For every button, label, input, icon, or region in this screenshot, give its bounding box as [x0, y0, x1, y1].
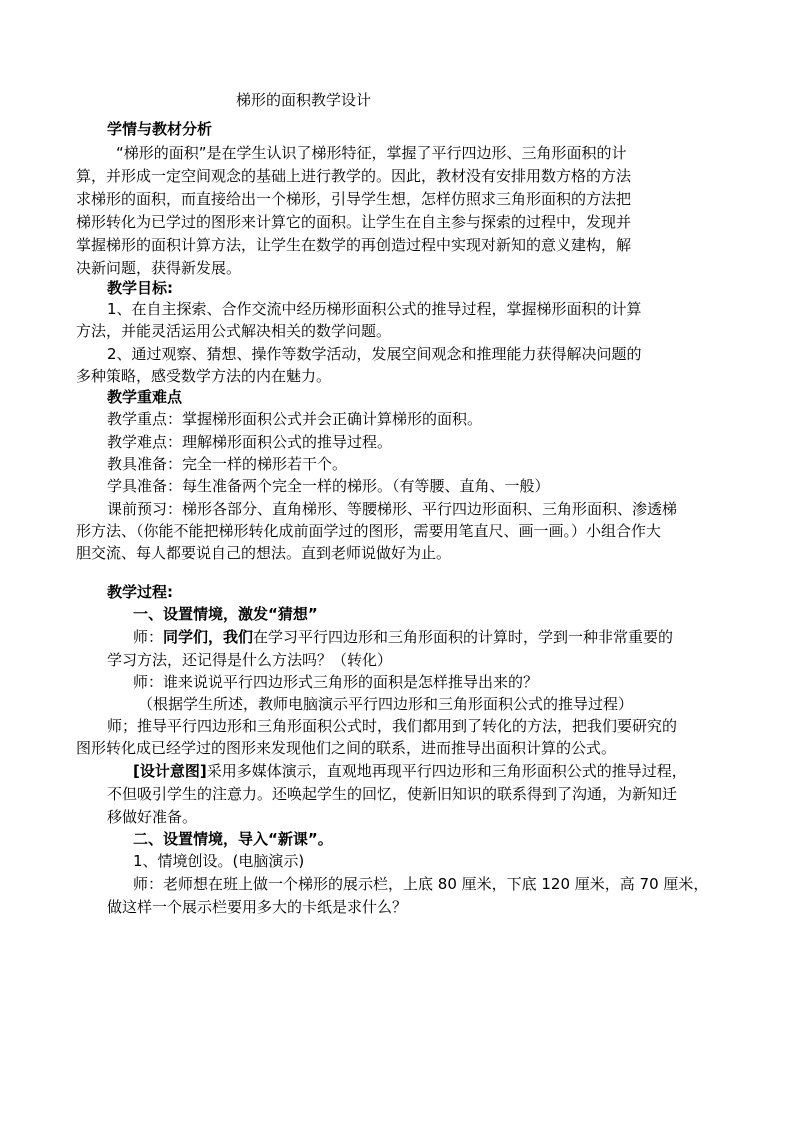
paragraph-line: 教学难点：理解梯形面积公式的推导过程。: [107, 433, 393, 451]
paragraph-line: 方法，并能灵活运用公式解决相关的数学问题。: [76, 322, 392, 340]
paragraph-line: 学具准备：每生准备两个完全一样的梯形。（有等腰、直角、一般）: [107, 477, 550, 495]
design-intent-label: [设计意图]: [133, 762, 207, 780]
paragraph-line: 课前预习：梯形各部分、直角梯形、等腰梯形、平行四边形面积、三角形面积、渗透梯: [107, 500, 678, 518]
paragraph-line: 图形转化成已经学过的图形来发现他们之间的联系，进而推导出面积计算的公式。: [76, 739, 617, 757]
section-heading-analysis: 学情与教材分析: [107, 120, 213, 138]
document-title: 梯形的面积教学设计: [236, 91, 372, 109]
paragraph-text: 在学习平行四边形和三角形面积的计算时，学到一种非常重要的: [253, 628, 674, 646]
paragraph-line: 形方法、（你能不能把梯形转化成前面学过的图形，需要用笔直尺、画一画。）小组合作大: [76, 522, 662, 540]
paragraph-line: （根据学生所述，教师电脑演示平行四边形和三角形面积公式的推导过程）: [138, 695, 634, 713]
section-heading-process: 教学过程:: [107, 583, 173, 601]
paragraph-line: 移做好准备。: [107, 808, 198, 826]
paragraph-line: 不但吸引学生的注意力。还唤起学生的回忆，使新旧知识的联系得到了沟通，为新知迁: [107, 785, 678, 803]
paragraph-line: [133, 625, 673, 649]
paragraph-line: 多种策略，感受数学方法的内在魅力。: [76, 367, 332, 385]
paragraph-line: [133, 759, 687, 783]
emphasis-text: 同学们，我们: [163, 628, 254, 646]
paragraph-line: 师：谁来说说平行四边形式三角形的面积是怎样推导出来的？: [133, 673, 539, 691]
subsection-heading-2: 二、设置情境，导入“新课”。: [133, 830, 333, 848]
paragraph-line: 求梯形的面积，而直接给出一个梯形，引导学生想，怎样仿照求三角形面积的方法把: [76, 190, 632, 208]
speaker-prefix: 师：: [133, 628, 164, 646]
paragraph-line: 决新问题，获得新发展。: [76, 259, 242, 277]
paragraph-line: 教学重点：掌握梯形面积公式并会正确计算梯形的面积。: [107, 410, 483, 428]
paragraph-line: 师；推导平行四边形和三角形面积公式时，我们都用到了转化的方法，把我们要研究的: [107, 717, 678, 735]
paragraph-line: 学习方法，还记得是什么方法吗？（转化）: [107, 651, 393, 669]
paragraph-line: 掌握梯形的面积计算方法，让学生在数学的再创造过程中实现对新知的意义建构，解: [76, 236, 632, 254]
paragraph-line: “梯形的面积”是在学生认识了梯形特征，掌握了平行四边形、三角形面积的计: [116, 144, 627, 162]
paragraph-line: 师：老师想在班上做一个梯形的展示栏，上底 80 厘米，下底 120 厘米，高 70 厘米，: [133, 875, 709, 893]
paragraph-line: 教具准备：完全一样的梯形若干个。: [107, 455, 348, 473]
paragraph-line: 1、情境创设。(电脑演示): [133, 852, 305, 870]
paragraph-line: 2、通过观察、猜想、操作等数学活动，发展空间观念和推理能力获得解决问题的: [107, 345, 642, 363]
section-heading-key-points: 教学重难点: [107, 388, 183, 406]
subsection-heading-1: 一、设置情境，激发“猜想”: [133, 605, 318, 623]
section-heading-objectives: 教学目标:: [107, 279, 173, 297]
paragraph-line: 算，并形成一定空间观念的基础上进行教学的。因此，教材没有安排用数方格的方法: [76, 167, 632, 185]
paragraph-line: 做这样一个展示栏要用多大的卡纸是求什么？: [107, 898, 408, 916]
paragraph-line: 梯形转化为已学过的图形来计算它的面积。让学生在自主参与探索的过程中，发现并: [76, 213, 632, 231]
paragraph-text: 采用多媒体演示，直观地再现平行四边形和三角形面积公式的推导过程，: [206, 762, 687, 780]
paragraph-line: 胆交流、每人都要说自己的想法。直到老师说做好为止。: [76, 544, 452, 562]
paragraph-line: 1、在自主探索、合作交流中经历梯形面积公式的推导过程，掌握梯形面积的计算: [107, 300, 642, 318]
